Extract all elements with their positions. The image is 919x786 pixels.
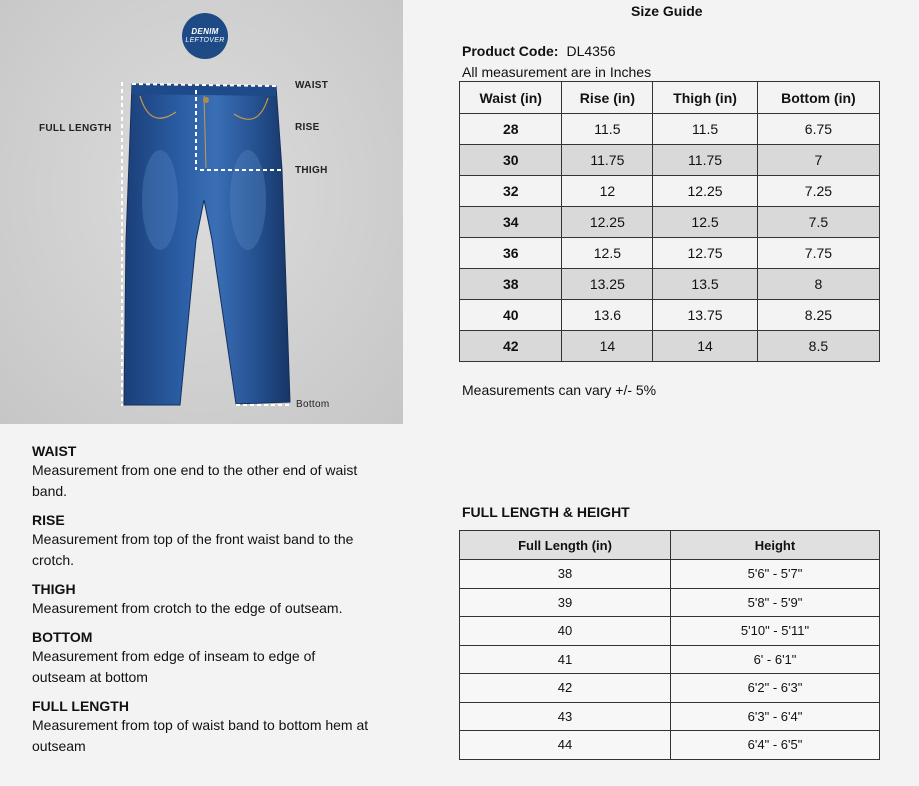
cell-bottom: 7 (757, 145, 879, 176)
col-waist: Waist (in) (460, 82, 562, 114)
brand-logo-line1: DENIM (191, 27, 219, 36)
cell-rise: 12 (562, 176, 653, 207)
table-row (460, 269, 880, 300)
cell-rise: 12.25 (562, 207, 653, 238)
col-rise: Rise (in) (562, 82, 653, 114)
cell-bottom: 8.5 (757, 331, 879, 362)
col-thigh: Thigh (in) (653, 82, 758, 114)
product-code-line (462, 43, 616, 59)
brand-logo (182, 13, 228, 59)
cell-full-length: 39 (460, 588, 671, 617)
height-section-title: FULL LENGTH & HEIGHT (462, 504, 630, 520)
cell-waist: 36 (460, 238, 562, 269)
cell-thigh: 13.5 (653, 269, 758, 300)
table-row (460, 145, 880, 176)
definition-item (32, 697, 372, 757)
height-table (459, 530, 880, 760)
cell-height: 5'8" - 5'9" (671, 588, 880, 617)
table-row (460, 176, 880, 207)
cell-bottom: 7.75 (757, 238, 879, 269)
table-row (460, 702, 880, 731)
product-code-label: Product Code: (462, 43, 559, 59)
definition-term: THIGH (32, 581, 76, 597)
bottom-label: Bottom (296, 399, 330, 410)
cell-rise: 14 (562, 331, 653, 362)
cell-thigh: 13.75 (653, 300, 758, 331)
definition-text: Measurement from top of the front waist band to the crotch. (32, 531, 354, 568)
thigh-label: THIGH (295, 165, 328, 176)
cell-full-length: 42 (460, 674, 671, 703)
cell-thigh: 11.5 (653, 114, 758, 145)
cell-full-length: 41 (460, 645, 671, 674)
table-row (460, 674, 880, 703)
definition-item (32, 442, 372, 502)
table-row (460, 617, 880, 646)
col-full-length: Full Length (in) (460, 531, 671, 560)
cell-waist: 40 (460, 300, 562, 331)
table-row (460, 645, 880, 674)
cell-rise: 11.75 (562, 145, 653, 176)
waist-label: WAIST (295, 80, 329, 91)
definition-item (32, 628, 372, 688)
cell-bottom: 6.75 (757, 114, 879, 145)
table-row (460, 238, 880, 269)
definition-text: Measurement from edge of inseam to edge of outseam at bottom (32, 648, 316, 685)
size-table (459, 81, 880, 362)
height-table-header (460, 531, 880, 560)
table-row (460, 560, 880, 589)
rise-label: RISE (295, 122, 320, 133)
cell-thigh: 11.75 (653, 145, 758, 176)
definition-text: Measurement from one end to the other end of waist band. (32, 462, 358, 499)
product-code-value: DL4356 (566, 43, 616, 59)
cell-height: 6'3" - 6'4" (671, 702, 880, 731)
jeans-silhouette (124, 84, 290, 405)
table-row (460, 207, 880, 238)
definition-term: FULL LENGTH (32, 698, 129, 714)
cell-height: 6' - 6'1" (671, 645, 880, 674)
cell-bottom: 8 (757, 269, 879, 300)
cell-height: 5'10" - 5'11" (671, 617, 880, 646)
cell-waist: 28 (460, 114, 562, 145)
cell-full-length: 40 (460, 617, 671, 646)
cell-bottom: 7.5 (757, 207, 879, 238)
col-bottom: Bottom (in) (757, 82, 879, 114)
cell-waist: 38 (460, 269, 562, 300)
full-length-label: FULL LENGTH (39, 123, 112, 134)
cell-rise: 11.5 (562, 114, 653, 145)
product-photo-panel (0, 0, 403, 424)
units-note: All measurement are in Inches (462, 64, 652, 80)
table-row (460, 588, 880, 617)
cell-height: 6'4" - 6'5" (671, 731, 880, 760)
cell-thigh: 12.75 (653, 238, 758, 269)
table-row (460, 114, 880, 145)
cell-thigh: 14 (653, 331, 758, 362)
definition-text: Measurement from top of waist band to bottom hem at outseam (32, 717, 369, 754)
definition-item (32, 511, 372, 571)
cell-rise: 13.6 (562, 300, 653, 331)
definition-term: RISE (32, 512, 65, 528)
variance-note: Measurements can vary +/- 5% (462, 382, 657, 398)
jeans-diagram (0, 0, 403, 424)
cell-rise: 13.25 (562, 269, 653, 300)
col-height: Height (671, 531, 880, 560)
cell-height: 5'6" - 5'7" (671, 560, 880, 589)
definition-item (32, 580, 372, 619)
brand-logo-line2: LEFTOVER (185, 37, 225, 44)
table-row (460, 731, 880, 760)
size-table-header (460, 82, 880, 114)
cell-waist: 30 (460, 145, 562, 176)
cell-bottom: 8.25 (757, 300, 879, 331)
cell-rise: 12.5 (562, 238, 653, 269)
cell-waist: 34 (460, 207, 562, 238)
cell-thigh: 12.25 (653, 176, 758, 207)
cell-bottom: 7.25 (757, 176, 879, 207)
cell-height: 6'2" - 6'3" (671, 674, 880, 703)
cell-full-length: 43 (460, 702, 671, 731)
page-title: Size Guide (631, 3, 703, 19)
definition-text: Measurement from crotch to the edge of outseam. (32, 600, 343, 616)
cell-full-length: 38 (460, 560, 671, 589)
cell-waist: 42 (460, 331, 562, 362)
definition-term: BOTTOM (32, 629, 93, 645)
cell-thigh: 12.5 (653, 207, 758, 238)
measurement-definitions (32, 442, 372, 766)
definition-term: WAIST (32, 443, 77, 459)
cell-full-length: 44 (460, 731, 671, 760)
cell-waist: 32 (460, 176, 562, 207)
table-row (460, 331, 880, 362)
table-row (460, 300, 880, 331)
